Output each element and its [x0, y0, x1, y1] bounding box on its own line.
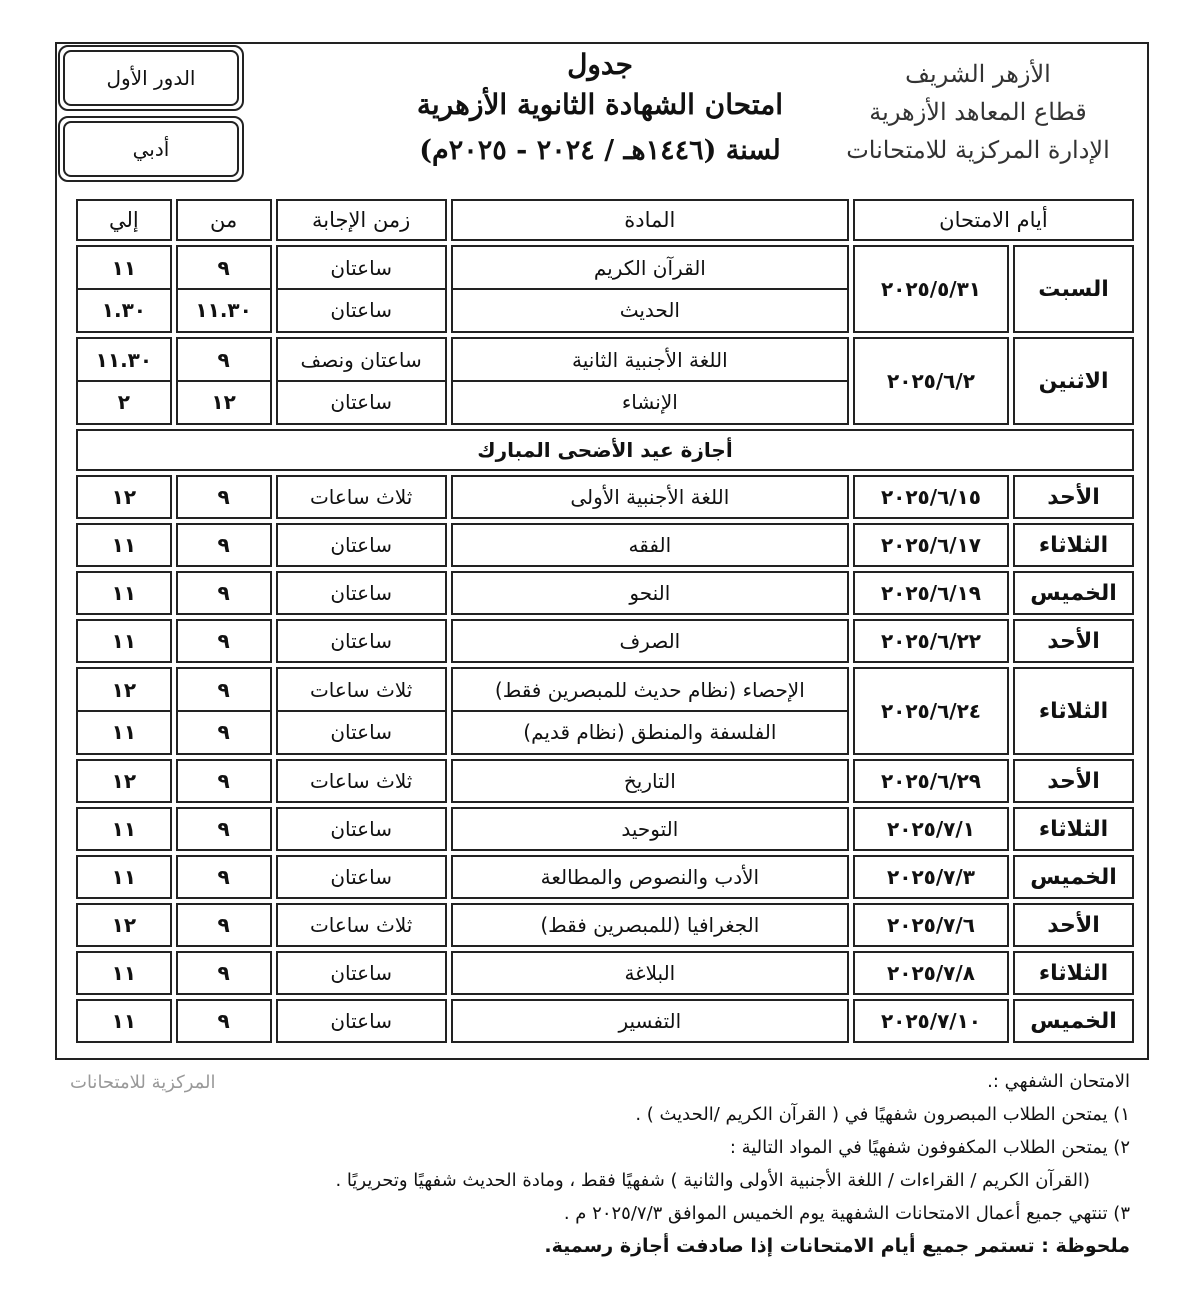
from-value: ٩	[217, 769, 230, 793]
day-cell: الثلاثاء	[1013, 807, 1134, 851]
duration-cell	[276, 667, 447, 755]
notes-heading: الامتحان الشفهي :.	[987, 1071, 1130, 1092]
from-value: ٩	[217, 485, 230, 509]
subject-value: الجغرافيا (للمبصرين فقط)	[540, 913, 760, 937]
day-cell: الخميس	[1013, 855, 1134, 899]
from-value: ٩	[217, 817, 230, 841]
date-cell: ٢٠٢٥/٥/٣١	[853, 245, 1009, 333]
duration-value: ساعتان	[330, 961, 392, 985]
subject-value: الفقه	[628, 533, 672, 557]
date-cell: ٢٠٢٥/٦/٢٤	[853, 667, 1009, 755]
subject-cell	[451, 523, 849, 567]
from-value: ٩	[178, 710, 270, 752]
to-cell	[76, 855, 172, 899]
from-value: ١١.٣٠	[178, 288, 270, 330]
to-value: ١١	[111, 817, 137, 841]
subject-value: البلاغة	[624, 961, 676, 985]
from-cell	[176, 855, 272, 899]
title-line3: لسنة (١٤٤٦هـ / ٢٠٢٤ - ٢٠٢٥م)	[419, 135, 781, 166]
from-cell	[176, 759, 272, 803]
from-cell	[176, 475, 272, 519]
subject-cell	[451, 667, 849, 755]
to-cell	[76, 619, 172, 663]
round-badge	[58, 45, 244, 111]
date-cell: ٢٠٢٥/٦/٢	[853, 337, 1009, 425]
remark: ملحوظة : تستمر جميع أيام الامتحانات إذا صادفت أجازة رسمية.	[544, 1235, 1130, 1257]
from-value: ٩	[217, 348, 230, 372]
day-cell: الأحد	[1013, 903, 1134, 947]
note-3: ٣) تنتهي جميع أعمال الامتحانات الشفهية يوم الخميس الموافق ٢٠٢٥/٧/٣ م .	[563, 1203, 1130, 1224]
duration-cell	[276, 951, 447, 995]
duration-value: ساعتان	[330, 256, 392, 280]
subject-value: التاريخ	[623, 769, 676, 793]
table-row	[76, 903, 1134, 947]
date-cell: ٢٠٢٥/٦/١٥	[853, 475, 1009, 519]
date-cell: ٢٠٢٥/٧/٨	[853, 951, 1009, 995]
duration-cell	[276, 759, 447, 803]
subject-cell	[451, 999, 849, 1043]
day-cell: الأحد	[1013, 475, 1134, 519]
to-cell	[76, 807, 172, 851]
watermark-text: المركزية للامتحانات	[70, 1072, 216, 1093]
header-subject: المادة	[451, 199, 849, 241]
to-value: ١١	[111, 1009, 137, 1033]
duration-value: ساعتان	[278, 288, 445, 330]
header-to: إلي	[76, 199, 172, 241]
from-value: ٩	[217, 678, 230, 702]
date-cell: ٢٠٢٥/٦/١٧	[853, 523, 1009, 567]
from-value: ٩	[217, 913, 230, 937]
notes-section	[70, 1065, 1130, 1263]
subject-cell	[451, 337, 849, 425]
day-cell: الخميس	[1013, 999, 1134, 1043]
subject-cell	[451, 807, 849, 851]
duration-cell	[276, 619, 447, 663]
subject-cell	[451, 619, 849, 663]
to-value: ١.٣٠	[78, 288, 170, 330]
table-row	[76, 571, 1134, 615]
to-value: ١٢	[111, 678, 137, 702]
from-value: ٩	[217, 581, 230, 605]
table-row	[76, 619, 1134, 663]
header-duration: زمن الإجابة	[276, 199, 447, 241]
to-value: ١١	[111, 865, 137, 889]
duration-value: ثلاث ساعات	[309, 485, 413, 509]
duration-value: ساعتان	[330, 817, 392, 841]
to-value: ١١	[111, 256, 137, 280]
subject-cell	[451, 951, 849, 995]
note-1: ١) يمتحن الطلاب المبصرون شفهيًا في ( القرآن الكريم /الحديث ) .	[635, 1104, 1130, 1125]
table-row	[76, 951, 1134, 995]
from-cell	[176, 999, 272, 1043]
to-value: ١٢	[111, 769, 137, 793]
holiday-row	[76, 429, 1134, 471]
from-cell	[176, 619, 272, 663]
header-from: من	[176, 199, 272, 241]
table-row	[76, 807, 1134, 851]
header-days: أيام الامتحان	[853, 199, 1134, 241]
subject-value: اللغة الأجنبية الثانية	[572, 348, 728, 372]
from-cell	[176, 337, 272, 425]
title-line1: جدول	[567, 48, 633, 81]
to-cell	[76, 475, 172, 519]
duration-value: ساعتان	[330, 1009, 392, 1033]
to-value: ١١	[111, 629, 137, 653]
subject-value: الصرف	[619, 629, 681, 653]
duration-value: ساعتان	[330, 533, 392, 557]
duration-cell	[276, 337, 447, 425]
note-2: ٢) يمتحن الطلاب المكفوفون شفهيًا في المواد التالية :	[729, 1137, 1130, 1158]
duration-cell	[276, 999, 447, 1043]
day-cell: الخميس	[1013, 571, 1134, 615]
table-row	[76, 523, 1134, 567]
from-value: ٩	[217, 256, 230, 280]
from-value: ٩	[217, 865, 230, 889]
subject-value: الحديث	[453, 288, 847, 330]
duration-value: ثلاث ساعات	[309, 913, 413, 937]
to-value: ١٢	[111, 485, 137, 509]
to-value: ٢	[78, 380, 170, 422]
subject-value: التوحيد	[621, 817, 679, 841]
title-line2: امتحان الشهادة الثانوية الأزهرية	[416, 88, 784, 121]
duration-cell	[276, 807, 447, 851]
from-value: ٩	[217, 961, 230, 985]
subject-value: القرآن الكريم	[593, 256, 706, 280]
table-row	[76, 999, 1134, 1043]
duration-value: ساعتان	[330, 581, 392, 605]
to-value: ١١	[111, 581, 137, 605]
org-line2: قطاع المعاهد الأزهرية	[869, 98, 1087, 126]
subject-cell	[451, 475, 849, 519]
to-cell	[76, 951, 172, 995]
from-cell	[176, 807, 272, 851]
table-row	[76, 475, 1134, 519]
table-row	[76, 759, 1134, 803]
day-cell: الأحد	[1013, 619, 1134, 663]
day-cell: الثلاثاء	[1013, 951, 1134, 995]
subject-value: الإحصاء (نظام حديث للمبصرين فقط)	[494, 678, 805, 702]
date-cell: ٢٠٢٥/٧/١٠	[853, 999, 1009, 1043]
duration-value: ساعتان	[330, 629, 392, 653]
duration-value: ساعتان	[330, 865, 392, 889]
subject-cell	[451, 245, 849, 333]
table-row	[76, 667, 1134, 755]
date-cell: ٢٠٢٥/٦/٢٩	[853, 759, 1009, 803]
subject-cell	[451, 571, 849, 615]
table-header-row	[76, 199, 1134, 241]
duration-value: ثلاث ساعات	[309, 769, 413, 793]
duration-cell	[276, 571, 447, 615]
to-cell	[76, 759, 172, 803]
section-badge	[58, 116, 244, 182]
day-cell: الثلاثاء	[1013, 523, 1134, 567]
subject-cell	[451, 759, 849, 803]
subject-value: التفسير	[618, 1009, 682, 1033]
from-value: ٩	[217, 533, 230, 557]
from-value: ٩	[217, 1009, 230, 1033]
table-row	[76, 245, 1134, 333]
from-value: ١٢	[178, 380, 270, 422]
duration-cell	[276, 245, 447, 333]
to-cell	[76, 667, 172, 755]
date-cell: ٢٠٢٥/٦/٢٢	[853, 619, 1009, 663]
duration-value: ثلاث ساعات	[309, 678, 413, 702]
to-value: ١١	[111, 533, 137, 557]
to-value: ١٢	[111, 913, 137, 937]
section-badge-label: أدبي	[63, 121, 239, 177]
duration-cell	[276, 903, 447, 947]
to-cell	[76, 337, 172, 425]
to-cell	[76, 523, 172, 567]
from-cell	[176, 523, 272, 567]
duration-cell	[276, 475, 447, 519]
from-value: ٩	[217, 629, 230, 653]
subject-value: الأدب والنصوص والمطالعة	[540, 865, 760, 889]
to-cell	[76, 571, 172, 615]
day-cell: الثلاثاء	[1013, 667, 1134, 755]
from-cell	[176, 245, 272, 333]
table-row	[76, 337, 1134, 425]
date-cell: ٢٠٢٥/٦/١٩	[853, 571, 1009, 615]
from-cell	[176, 667, 272, 755]
from-cell	[176, 903, 272, 947]
date-cell: ٢٠٢٥/٧/٦	[853, 903, 1009, 947]
date-cell: ٢٠٢٥/٧/١	[853, 807, 1009, 851]
duration-cell	[276, 855, 447, 899]
day-cell: الأحد	[1013, 759, 1134, 803]
exam-schedule-table	[72, 195, 1138, 1047]
date-cell: ٢٠٢٥/٧/٣	[853, 855, 1009, 899]
day-cell: الاثنين	[1013, 337, 1134, 425]
table-row	[76, 855, 1134, 899]
subject-value: الإنشاء	[453, 380, 847, 422]
to-value: ١١	[78, 710, 170, 752]
to-cell	[76, 999, 172, 1043]
to-value: ١١	[111, 961, 137, 985]
note-2-detail: (القرآن الكريم / القراءات / اللغة الأجنبية الأولى والثانية ) شفهيًا فقط ، ومادة الحديث شفهيًا وتحريريًا .	[335, 1170, 1090, 1191]
holiday-label: أجازة عيد الأضحى المبارك	[76, 429, 1134, 471]
subject-value: الفلسفة والمنطق (نظام قديم)	[453, 710, 847, 752]
subject-value: النحو	[629, 581, 671, 605]
day-cell: السبت	[1013, 245, 1134, 333]
org-line3: الإدارة المركزية للامتحانات	[846, 136, 1110, 164]
org-line1: الأزهر الشريف	[905, 60, 1051, 88]
duration-value: ساعتان	[278, 710, 445, 752]
to-cell	[76, 245, 172, 333]
to-value: ١١.٣٠	[95, 348, 153, 372]
from-cell	[176, 571, 272, 615]
subject-value: اللغة الأجنبية الأولى	[570, 485, 730, 509]
duration-cell	[276, 523, 447, 567]
subject-cell	[451, 903, 849, 947]
subject-cell	[451, 855, 849, 899]
to-cell	[76, 903, 172, 947]
org-header	[828, 55, 1128, 169]
from-cell	[176, 951, 272, 995]
duration-value: ساعتان ونصف	[300, 348, 422, 372]
round-badge-label: الدور الأول	[63, 50, 239, 106]
duration-value: ساعتان	[278, 380, 445, 422]
